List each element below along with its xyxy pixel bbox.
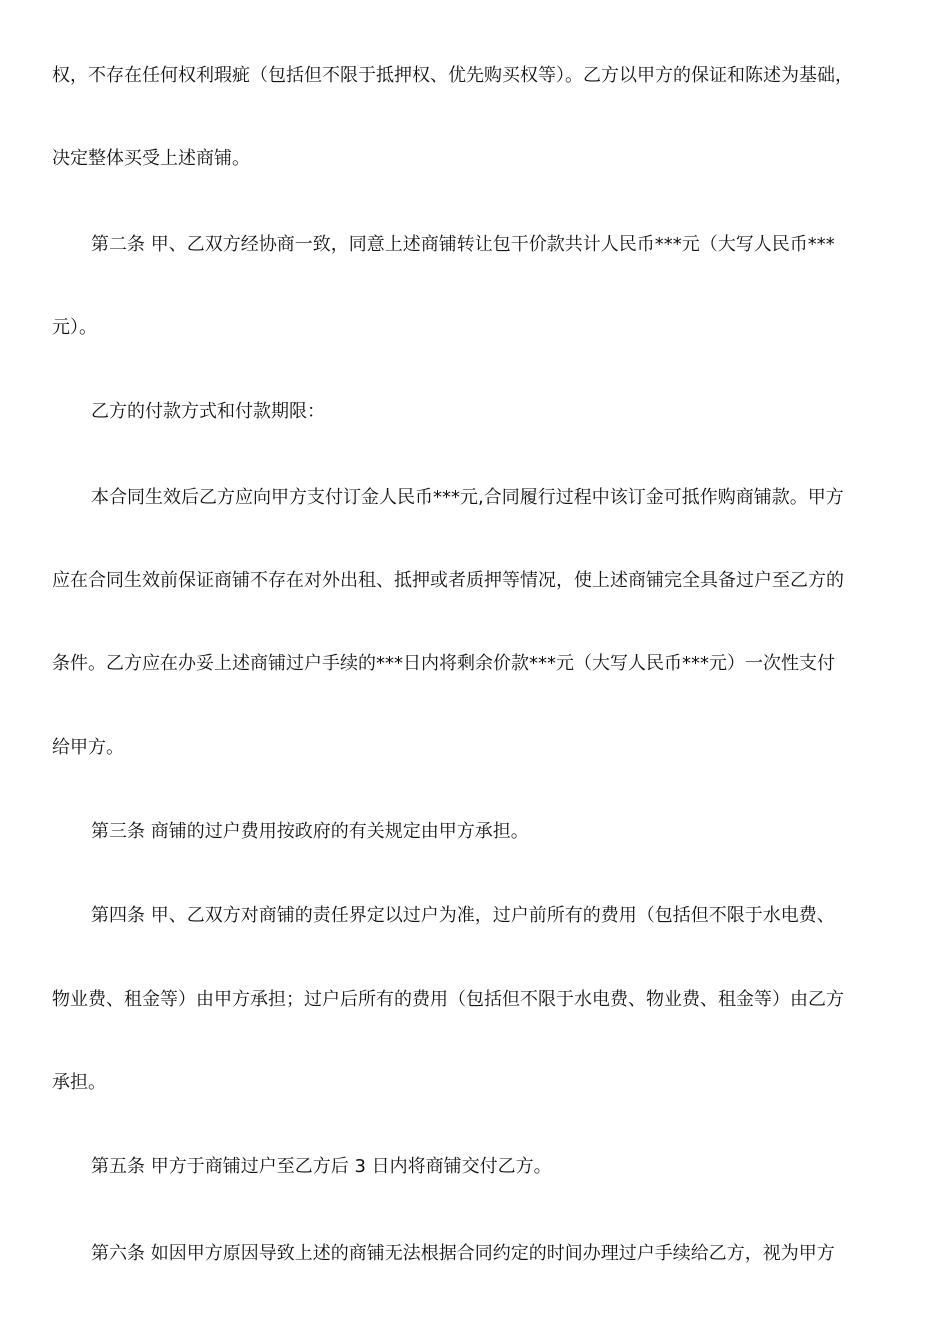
clause-3-line: 第三条 商铺的过户费用按政府的有关规定由甲方承担。 — [91, 821, 529, 842]
clause-6-line: 第六条 如因甲方原因导致上述的商铺无法根据合同约定的时间办理过户手续给乙方，视为甲方 — [91, 1243, 835, 1264]
paragraph-line: 权，不存在任何权利瑕疵（包括但不限于抵押权、优先购买权等）。乙方以甲方的保证和陈述为基础， — [52, 65, 853, 86]
payment-line: 条件。乙方应在办妥上述商铺过户手续的***日内将剩余价款***元（大写人民币***元）一次性支付 — [52, 653, 835, 674]
payment-heading: 乙方的付款方式和付款期限： — [91, 401, 325, 422]
clause-5-line: 第五条 甲方于商铺过户至乙方后 3 日内将商铺交付乙方。 — [91, 1156, 552, 1177]
clause-4-line: 第四条 甲、乙双方对商铺的责任界定以过户为准，过户前所有的费用（包括但不限于水电费、 — [91, 905, 835, 926]
clause-2-line: 第二条 甲、乙双方经协商一致，同意上述商铺转让包干价款共计人民币***元（大写人民币*** — [91, 234, 835, 255]
clause-4-line: 承担。 — [52, 1072, 106, 1093]
payment-line: 应在合同生效前保证商铺不存在对外出租、抵押或者质押等情况，使上述商铺完全具备过户至乙方的 — [52, 570, 844, 591]
clause-4-line: 物业费、租金等）由甲方承担；过户后所有的费用（包括但不限于水电费、物业费、租金等）由乙方 — [52, 989, 844, 1010]
paragraph-line: 决定整体买受上述商铺。 — [52, 148, 250, 169]
paragraph-line: 元）。 — [52, 317, 97, 338]
payment-line: 给甲方。 — [52, 737, 124, 758]
payment-line: 本合同生效后乙方应向甲方支付订金人民币***元,合同履行过程中该订金可抵作购商铺款。甲方 — [91, 487, 844, 508]
